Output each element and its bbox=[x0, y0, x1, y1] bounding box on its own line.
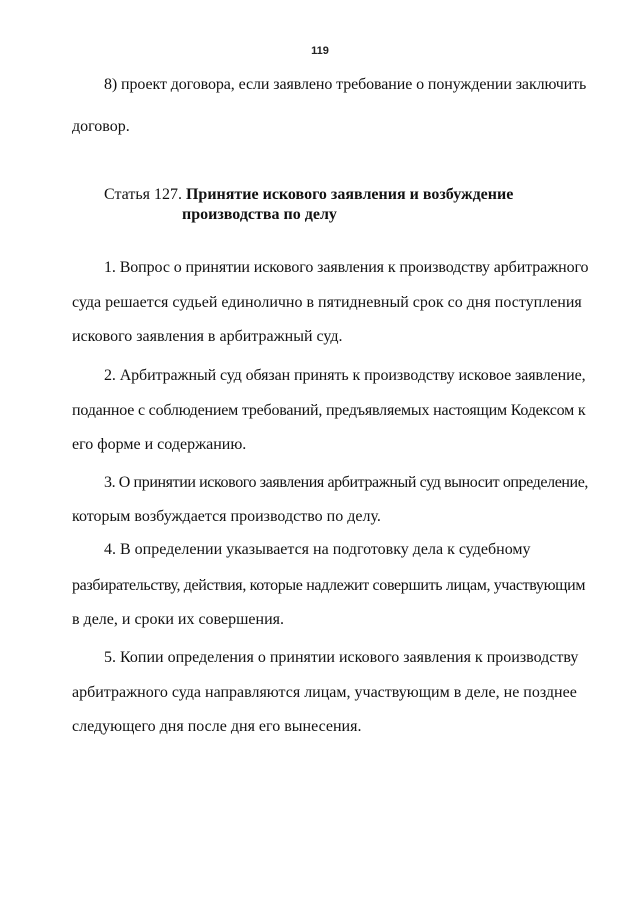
item-8-line-1: 8) проект договора, если заявлено требование о понуждении заключить bbox=[104, 76, 587, 93]
paragraph-5-line-2: арбитражного суда направляются лицам, участвующим в деле, не позднее bbox=[72, 684, 577, 701]
paragraph-2-line-1: 2. Арбитражный суд обязан принять к производству исковое заявление, bbox=[104, 367, 586, 384]
item-8-line-2: договор. bbox=[72, 118, 130, 135]
paragraph-4-line-3: в деле, и сроки их совершения. bbox=[72, 611, 285, 628]
paragraph-1-line-1: 1. Вопрос о принятии искового заявления к производству арбитражного bbox=[104, 259, 589, 276]
paragraph-3-line-1: 3. О принятии искового заявления арбитражный суд выносит определение, bbox=[104, 474, 589, 491]
page-number: 119 bbox=[311, 45, 329, 57]
paragraph-3-line-2: которым возбуждается производство по делу. bbox=[72, 508, 381, 525]
paragraph-2-line-3: его форме и содержанию. bbox=[72, 436, 247, 453]
paragraph-1-line-3: искового заявления в арбитражный суд. bbox=[72, 328, 343, 345]
article-title-line-1: Принятие искового заявления и возбуждение bbox=[185, 186, 514, 203]
paragraph-4-line-1: 4. В определении указывается на подготовку дела к судебному bbox=[104, 541, 531, 558]
paragraph-5-line-1: 5. Копии определения о принятии искового заявления к производству bbox=[104, 649, 579, 666]
article-title-line-2: производства по делу bbox=[182, 206, 337, 223]
article-heading bbox=[104, 186, 620, 204]
paragraph-4-line-2: разбирательству, действия, которые надлежит совершить лицам, участвующим bbox=[72, 577, 586, 594]
paragraph-5-line-3: следующего дня после дня его вынесения. bbox=[72, 718, 362, 735]
article-prefix: Статья 127. bbox=[104, 186, 182, 203]
paragraph-2-line-2: поданное с соблюдением требований, предъявляемых настоящим Кодексом к bbox=[72, 402, 586, 419]
paragraph-1-line-2: суда решается судьей единолично в пятидневный срок со дня поступления bbox=[72, 294, 582, 311]
